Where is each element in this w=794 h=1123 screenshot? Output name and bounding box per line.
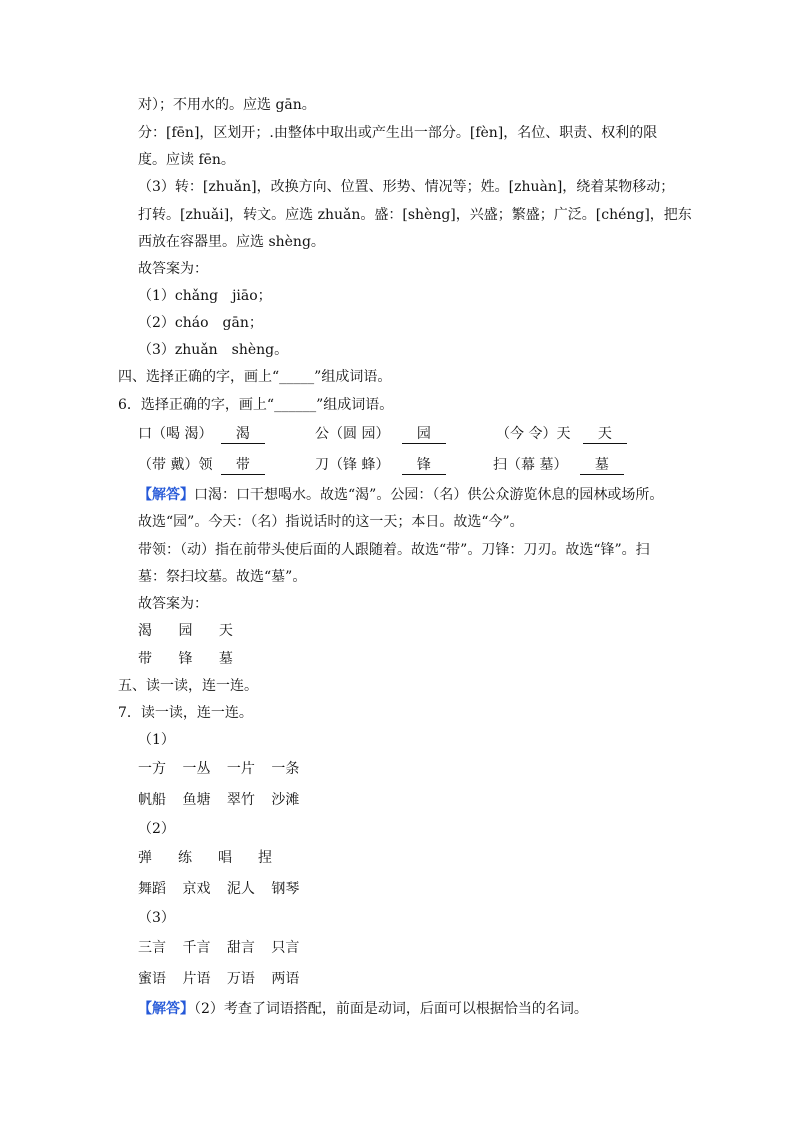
answer-row — [138, 622, 233, 640]
choice-item — [315, 425, 446, 444]
choice-prefix: 刀（锋 蜂） — [315, 457, 390, 473]
answer-char: 锋 — [178, 651, 193, 667]
text-line: （2）cháo gān； — [138, 315, 263, 331]
word: 钢琴 — [271, 881, 300, 897]
choice-item — [496, 425, 627, 444]
word-row — [138, 849, 298, 867]
answer-explanation — [138, 1000, 588, 1018]
choice-answer: 渴 — [221, 425, 265, 444]
question-title: 7．读一读，连一连。 — [118, 705, 253, 721]
part-label: （3） — [138, 910, 175, 926]
text-line: 故答案为： — [138, 596, 208, 612]
choice-prefix: （带 戴）领 — [138, 457, 213, 473]
answer-explanation — [138, 486, 663, 504]
answer-tag: 【解答】 — [138, 1001, 194, 1017]
word: 练 — [178, 850, 192, 866]
choice-item — [138, 425, 265, 444]
word: 捏 — [258, 850, 272, 866]
word: 一丛 — [182, 761, 211, 777]
answer-char: 园 — [178, 623, 193, 639]
word: 万语 — [226, 971, 255, 987]
word-row — [138, 760, 299, 778]
word: 鱼塘 — [182, 792, 211, 808]
word: 三言 — [138, 940, 166, 956]
part-label: （2） — [138, 821, 175, 837]
choice-prefix: 口（喝 渴） — [138, 426, 213, 442]
word: 蜜语 — [138, 971, 166, 987]
text-line: （3）zhuǎn shèng。 — [138, 342, 289, 358]
text-line: 带领：（动）指在前带头使后面的人跟随着。故选“带”。刀锋：刀刃。故选“锋”。扫 — [138, 542, 650, 558]
text-line: 墓：祭扫坟墓。故选“墓”。 — [138, 569, 307, 585]
text-line: （1）chǎng jiāo； — [138, 288, 272, 304]
choice-item — [493, 456, 624, 475]
text-line: 度。应读 fēn。 — [138, 152, 235, 168]
word-row — [138, 880, 299, 898]
choice-answer: 园 — [402, 425, 446, 444]
text-line: 对）；不用水的。应选 gān。 — [138, 97, 316, 113]
choice-item — [138, 456, 265, 475]
word: 两语 — [271, 971, 300, 987]
word: 一片 — [226, 761, 255, 777]
choice-answer: 墓 — [580, 456, 624, 475]
text-line: （3）转：[zhuǎn]，改换方向、位置、形势、情况等；姓。[zhuàn]，绕着某物移动； — [138, 179, 675, 195]
word: 沙滩 — [271, 792, 300, 808]
choice-prefix: 公（圆 园） — [315, 426, 390, 442]
text-line: 打转。[zhuǎi]，转文。应选 zhuǎn。盛：[shèng]，兴盛；繁盛；广泛。[chéng]，把东 — [138, 207, 692, 223]
text-line: 故答案为： — [138, 261, 208, 277]
text-line: 故选“园”。今天：（名）指说话时的这一天；本日。故选“今”。 — [138, 514, 524, 530]
word: 泥人 — [226, 881, 255, 897]
word: 京戏 — [182, 881, 211, 897]
section-heading: 五、读一读，连一连。 — [118, 678, 258, 694]
word: 片语 — [182, 971, 211, 987]
question-title: 6．选择正确的字，画上“______”组成词语。 — [118, 397, 394, 413]
text-line: （2）考查了词语搭配，前面是动词，后面可以根据恰当的名词。 — [194, 1001, 588, 1017]
word: 弹 — [138, 850, 152, 866]
answer-char: 天 — [218, 623, 233, 639]
word-row — [138, 939, 299, 957]
word: 帆船 — [138, 792, 166, 808]
word: 翠竹 — [226, 792, 255, 808]
word-row — [138, 791, 299, 809]
answer-char: 墓 — [218, 651, 233, 667]
answer-char: 渴 — [138, 623, 152, 639]
text-line: 西放在容器里。应选 shèng。 — [138, 234, 325, 250]
answer-tag: 【解答】 — [138, 487, 194, 503]
word: 舞蹈 — [138, 881, 166, 897]
word: 甜言 — [226, 940, 255, 956]
word-row — [138, 970, 299, 988]
choice-prefix: （今 令）天 — [496, 426, 571, 442]
word: 千言 — [182, 940, 211, 956]
choice-answer: 锋 — [402, 456, 446, 475]
choice-item — [315, 456, 446, 475]
text-line: 口渴：口干想喝水。故选“渴”。公园：（名）供公众游览休息的园林或场所。 — [194, 487, 664, 503]
choice-prefix: 扫（幕 墓） — [493, 457, 568, 473]
word: 只言 — [271, 940, 300, 956]
word: 一条 — [271, 761, 300, 777]
word: 唱 — [218, 850, 232, 866]
choice-answer: 带 — [221, 456, 265, 475]
section-heading: 四、选择正确的字，画上“_____”组成词语。 — [118, 369, 392, 385]
text-line: 分：[fēn]，区划开；.由整体中取出或产生出一部分。[fèn]，名位、职责、权利的限 — [138, 125, 658, 141]
choice-answer: 天 — [583, 425, 627, 444]
answer-char: 带 — [138, 651, 152, 667]
word: 一方 — [138, 761, 166, 777]
part-label: （1） — [138, 732, 175, 748]
answer-row — [138, 650, 233, 668]
